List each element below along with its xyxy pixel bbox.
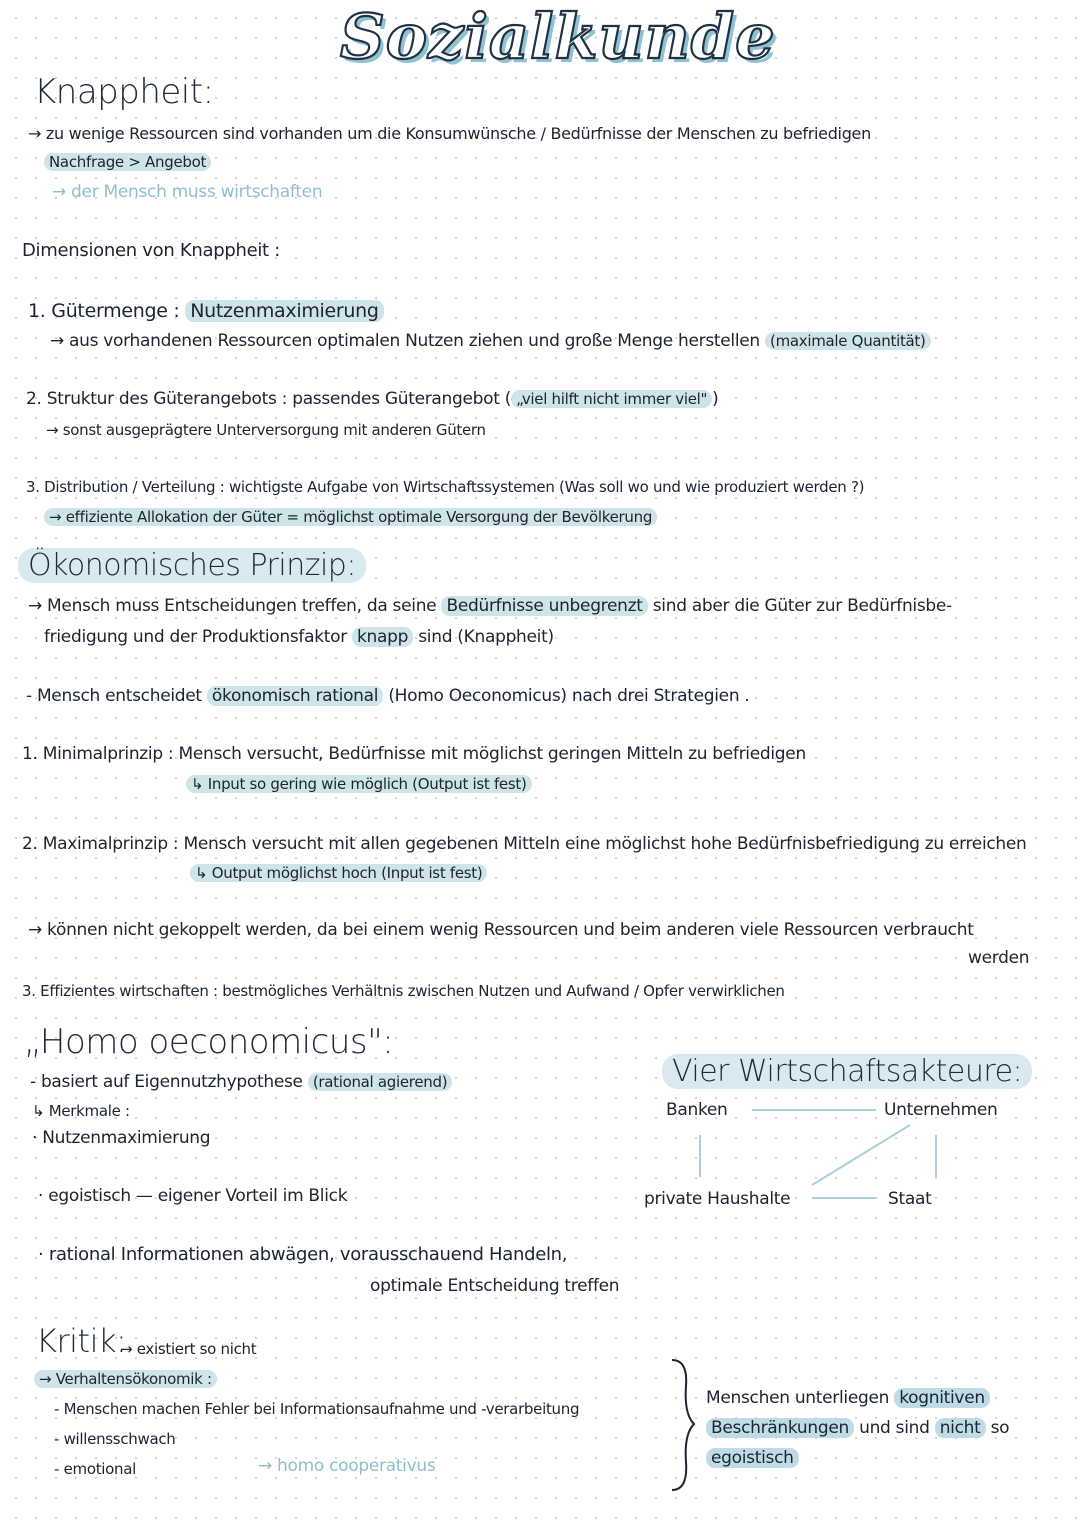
kopplung-note: → können nicht gekoppelt werden, da bei einem wenig Ressourcen und beim anderen viele Ressourcen verbraucht — [28, 920, 974, 940]
dimension-2-end: ) — [712, 389, 719, 409]
maximalprinzip-label: 2. Maximalprinzip : — [22, 834, 179, 854]
heading-knappheit: Knappheit: — [34, 72, 214, 112]
prinzip-line-1b: sind aber die Güter zur Bedürfnisbe- — [652, 596, 952, 616]
conclusion-text-1: Menschen unterliegen — [706, 1388, 890, 1408]
effizientes-wirtschaften — [22, 982, 785, 1000]
heading-prinzip — [18, 548, 366, 583]
dimensionen-heading: Dimensionen von Knappheit : — [22, 240, 280, 261]
akteur-staat: Staat — [888, 1189, 932, 1209]
heading-akteure — [662, 1054, 1032, 1089]
dimension-2-label: 2. Struktur des Güterangebots : — [26, 389, 288, 409]
conclusion-highlight-beschraenkungen: Beschränkungen — [706, 1418, 854, 1438]
dimension-1 — [28, 300, 384, 322]
prinzip-line-3b: (Homo Oeconomicus) nach drei Strategien . — [388, 686, 750, 706]
dimension-1-sub-highlight: (maximale Quantität) — [765, 332, 931, 350]
merkmal-nutzenmaximierung: · Nutzenmaximierung — [32, 1128, 211, 1148]
nachfrage-highlight: Nachfrage > Angebot — [44, 153, 211, 171]
prinzip-line-2a: friedigung und der Produktionsfaktor — [44, 627, 347, 647]
dimension-3-label: 3. Distribution / Verteilung : — [26, 478, 225, 496]
knappheit-definition: → zu wenige Ressourcen sind vorhanden um die Konsumwünsche / Bedürfnisse der Menschen zu befriedigen — [28, 124, 871, 143]
dimension-2-sub: → sonst ausgeprägtere Unterversorgung mit anderen Gütern — [46, 421, 486, 439]
prinzip-line-2 — [44, 627, 554, 647]
kopplung-note-end: werden — [968, 948, 1030, 968]
akteur-private-haushalte: private Haushalte — [644, 1189, 791, 1209]
dimension-1-highlight: Nutzenmaximierung — [185, 300, 383, 322]
maximalprinzip-sub-highlight: ↳ Output möglichst hoch (Input ist fest) — [190, 864, 487, 882]
kritik-item-fehler: - Menschen machen Fehler bei Informationsaufnahme und -verarbeitung — [54, 1400, 580, 1418]
homo-cooperativus: → homo cooperativus — [258, 1456, 436, 1476]
prinzip-line-1-highlight: Bedürfnisse unbegrenzt — [441, 596, 647, 616]
conclusion-highlight-kognitiven: kognitiven — [894, 1388, 990, 1408]
minimalprinzip-text: Mensch versucht, Bedürfnisse mit möglichst geringen Mitteln zu befriedigen — [178, 744, 806, 764]
dimension-2 — [26, 389, 718, 409]
conclusion-text-3: so — [990, 1418, 1010, 1438]
prinzip-line-1 — [28, 596, 952, 616]
prinzip-line-3a: - Mensch entscheidet — [26, 686, 202, 706]
dimension-2-highlight: „viel hilft nicht immer viel" — [511, 390, 712, 408]
heading-homo-oeconomicus: „Homo oeconomicus": — [24, 1022, 394, 1062]
conclusion-text-2: und sind — [859, 1418, 930, 1438]
merkmal-rational-end: optimale Entscheidung treffen — [370, 1276, 620, 1296]
wirtschaften-note: → der Mensch muss wirtschaften — [52, 182, 323, 202]
dimension-3 — [26, 478, 864, 496]
line-unternehmen-haushalte — [812, 1125, 910, 1185]
dimension-3-sub-highlight: → effiziente Allokation der Güter = möglichst optimale Versorgung der Bevölkerung — [44, 508, 657, 526]
merkmal-rational: · rational Informationen abwägen, vorausschauend Handeln, — [38, 1244, 568, 1265]
dimension-2-text: passendes Güterangebot ( — [292, 389, 512, 409]
effizientes-label: 3. Effizientes wirtschaften : — [22, 982, 218, 1000]
dimension-3-text: wichtigste Aufgabe von Wirtschaftssystemen (Was soll wo und wie produziert werden ?) — [228, 478, 865, 496]
prinzip-line-2b: sind (Knappheit) — [418, 627, 554, 647]
prinzip-line-3-highlight: ökonomisch rational — [207, 686, 383, 706]
minimalprinzip-sub-highlight: ↳ Input so gering wie möglich (Output ist fest) — [186, 775, 532, 793]
verhaltensoekonomik — [34, 1370, 217, 1388]
eigennutz-line — [30, 1072, 452, 1092]
effizientes-text: bestmögliches Verhältnis zwischen Nutzen und Aufwand / Opfer verwirklichen — [222, 982, 785, 1000]
page-title: Sozialkunde — [340, 0, 776, 73]
dimension-1-sub: → aus vorhandenen Ressourcen optimalen Nutzen ziehen und große Menge herstellen — [50, 331, 760, 351]
prinzip-line-3 — [26, 686, 750, 706]
prinzip-line-2-highlight: knapp — [352, 627, 413, 647]
kritik-conclusion-line-2 — [706, 1418, 1009, 1438]
maximalprinzip-text: Mensch versucht mit allen gegebenen Mitteln eine möglichst hohe Bedürfnisbefriedigung zu erreichen — [183, 834, 1027, 854]
prinzip-line-1a: → Mensch muss Entscheidungen treffen, da seine — [28, 596, 437, 616]
heading-akteure-highlight: Vier Wirtschaftsakteure: — [662, 1054, 1032, 1089]
conclusion-highlight-egoistisch: egoistisch — [706, 1448, 799, 1468]
akteur-banken: Banken — [666, 1100, 728, 1120]
verhaltensoekonomik-highlight: → Verhaltensökonomik : — [34, 1370, 217, 1388]
heading-kritik: Kritik: — [36, 1322, 127, 1360]
maximalprinzip-sub — [190, 864, 487, 882]
kritik-item-willensschwach: - willensschwach — [54, 1430, 176, 1448]
kritik-conclusion-line-1 — [706, 1388, 990, 1408]
dimension-3-sub — [44, 508, 657, 526]
merkmale-label: ↳ Merkmale : — [32, 1102, 130, 1120]
akteur-unternehmen: Unternehmen — [884, 1100, 998, 1120]
eigennutz-text: - basiert auf Eigennutzhypothese — [30, 1072, 303, 1092]
merkmal-egoistisch: · egoistisch — eigener Vorteil im Blick — [38, 1186, 348, 1206]
curly-brace — [666, 1356, 696, 1494]
kritik-item-emotional: - emotional — [54, 1460, 136, 1478]
heading-prinzip-highlight: Ökonomisches Prinzip: — [18, 548, 366, 583]
conclusion-highlight-nicht: nicht — [935, 1418, 986, 1438]
eigennutz-highlight: (rational agierend) — [308, 1073, 452, 1091]
kritik-conclusion-line-3 — [706, 1448, 799, 1468]
minimalprinzip-label: 1. Minimalprinzip : — [22, 744, 174, 764]
kritik-existiert: → existiert so nicht — [120, 1340, 257, 1358]
nachfrage-angebot — [44, 153, 211, 171]
dimension-1-detail — [50, 331, 931, 351]
minimalprinzip — [22, 744, 806, 764]
minimalprinzip-sub — [186, 775, 532, 793]
maximalprinzip — [22, 834, 1027, 854]
dimension-1-label: 1. Gütermenge : — [28, 300, 180, 322]
